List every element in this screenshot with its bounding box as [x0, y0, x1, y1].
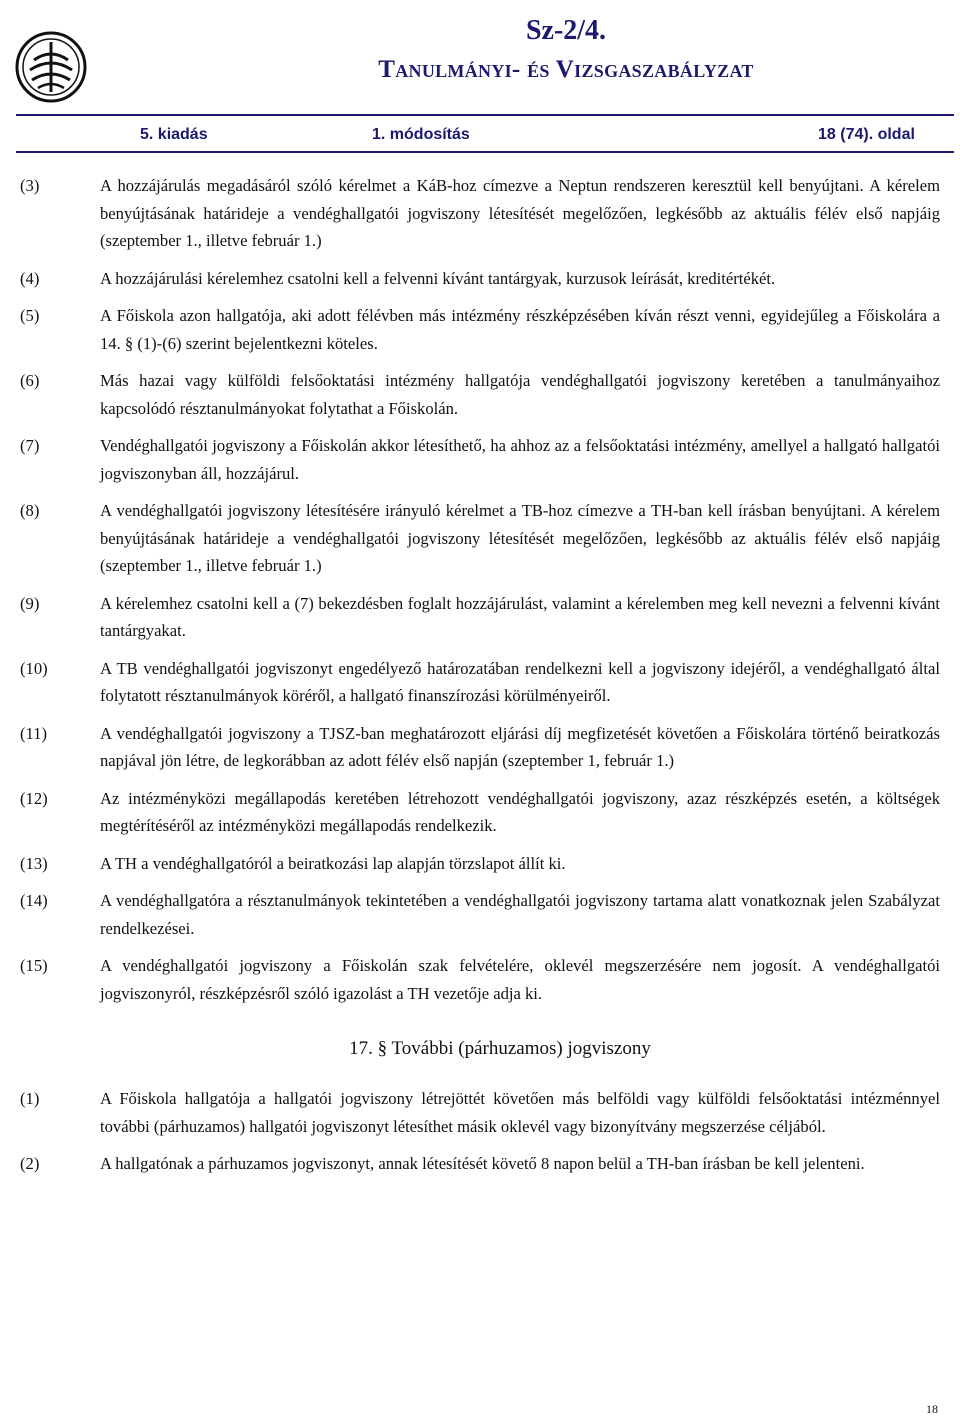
paragraph-number: (3)	[20, 176, 40, 195]
paragraph-number: (13)	[20, 853, 48, 873]
paragraph	[0, 1085, 960, 1140]
paragraph-number: (15)	[20, 956, 48, 975]
paragraph-text: A hozzájárulás megadásáról szóló kérelmet a KáB-hoz címezve a Neptun rendszeren keresztül kell benyújtani. A kérelem benyújtásának határideje a vendéghallgatói jogviszony létesítését megelőzően, legkésőbb az aktuális félév első napjáig (szeptember 1., illetve február 1.)	[100, 176, 940, 250]
paragraph-text: A vendéghallgatói jogviszony a TJSZ-ban meghatározott eljárási díj megfizetését követően a Főiskolára történő beiratkozás napjával jön létre, de legkorábban az adott félév első napján (szeptember 1, február 1.)	[100, 723, 940, 770]
paragraph-text: A kérelemhez csatolni kell a (7) bekezdésben foglalt hozzájárulást, valamint a kérelemben meg kell nevezni a felvenni kívánt tantárgyakat.	[100, 593, 940, 640]
paragraph-number: (7)	[20, 436, 40, 455]
paragraph-text: Az intézményközi megállapodás keretében létrehozott vendéghallgatói jogviszony, azaz részképzés esetén, a költségek megtérítéséről az intézményközi megállapodás rendelkezik.	[100, 788, 940, 835]
paragraph-number: (9)	[20, 593, 40, 613]
paragraph-text: A TB vendéghallgatói jogviszonyt engedélyező határozatában rendelkezni kell a jogviszony idejéről, a vendéghallgató által folytatott résztanulmányok köréről, a hallgató finanszírozási körülményeiről.	[100, 658, 940, 705]
paragraph	[0, 590, 960, 645]
modification-label: 1. módosítás	[372, 126, 470, 143]
document-title: Tanulmányi- és Vizsgaszabályzat	[378, 56, 754, 83]
paragraph	[0, 850, 960, 878]
paragraph	[0, 1150, 960, 1178]
paragraph	[0, 952, 960, 1007]
paragraph-number: (1)	[20, 1089, 40, 1108]
paragraph	[0, 785, 960, 840]
paragraph	[0, 887, 960, 942]
college-logo-icon	[14, 30, 88, 104]
document-code: Sz-2/4.	[525, 15, 607, 46]
paragraph-text: A hallgatónak a párhuzamos jogviszonyt, annak létesítését követő 8 napon belül a TH-ban írásban be kell jelenteni.	[100, 1154, 865, 1173]
paragraph-text: A vendéghallgatói jogviszony létesítésére irányuló kérelmet a TB-hoz címezve a TH-ban kell írásban benyújtani. A kérelem benyújtásának határideje a vendéghallgatói jogviszony létesítését megelőzően, legkésőbb az aktuális félév első napjáig (szeptember 1., illetve február 1.)	[100, 501, 940, 575]
paragraph-number: (4)	[20, 268, 40, 288]
paragraph	[0, 367, 960, 422]
paragraph-number: (10)	[20, 658, 48, 678]
paragraph-number: (8)	[20, 501, 40, 520]
paragraph-text: A Főiskola azon hallgatója, aki adott félévben más intézmény részképzésében kíván részt venni, egyidejűleg a Főiskolára a 14. § (1)-(6) szerint bejelentkezni köteles.	[100, 306, 940, 353]
section-heading: 17. § További (párhuzamos) jogviszony	[349, 1038, 651, 1059]
paragraph-number: (14)	[20, 891, 48, 910]
paragraph	[0, 655, 960, 710]
paragraph	[0, 432, 960, 487]
page-header	[0, 0, 960, 154]
paragraph-number: (12)	[20, 788, 48, 808]
edition-label: 5. kiadás	[140, 126, 208, 143]
page-number: 18	[926, 1402, 938, 1416]
paragraph-text: A hozzájárulási kérelemhez csatolni kell a felvenni kívánt tantárgyak, kurzusok leírását, kreditértékét.	[100, 268, 776, 288]
paragraph-text: A Főiskola hallgatója a hallgatói jogviszony létrejöttét követően más belföldi vagy külföldi felsőoktatási intézménnyel további (párhuzamos) hallgatói jogviszonyt létesíthet másik oklevél vagy bizonyítvány megszerzése céljából.	[100, 1089, 940, 1136]
paragraph-text: A vendéghallgatói jogviszony a Főiskolán szak felvételére, oklevél megszerzésére nem jogosít. A vendéghallgatói jogviszonyról, részképzésről szóló igazolást a TH vezetője adja ki.	[100, 956, 940, 1003]
paragraph-list-section	[0, 1085, 960, 1178]
document-body	[0, 172, 960, 1188]
paragraph-number: (11)	[20, 723, 48, 743]
paragraph	[0, 720, 960, 775]
paragraph-text: Vendéghallgatói jogviszony a Főiskolán akkor létesíthető, ha ahhoz az a felsőoktatási intézmény, amellyel a hallgató hallgatói jogviszonyban áll, hozzájárul.	[100, 436, 940, 483]
paragraph	[0, 172, 960, 255]
paragraph-number: (2)	[20, 1154, 40, 1173]
paragraph-list	[0, 172, 960, 1007]
paragraph	[0, 497, 960, 580]
paragraph-text: A vendéghallgatóra a résztanulmányok tekintetében a vendéghallgatói jogviszony tartama alatt vonatkoznak jelen Szabályzat rendelkezései.	[100, 891, 940, 938]
header-divider-top	[16, 114, 954, 116]
page-label: 18 (74). oldal	[818, 126, 915, 143]
paragraph	[0, 302, 960, 357]
paragraph-text: A TH a vendéghallgatóról a beiratkozási lap alapján törzslapot állít ki.	[100, 853, 566, 873]
paragraph-text: Más hazai vagy külföldi felsőoktatási intézmény hallgatója vendéghallgatói jogviszony keretében a tanulmányaihoz kapcsolódó résztanulmányokat folytathat a Főiskolán.	[100, 371, 940, 418]
paragraph-number: (5)	[20, 306, 40, 325]
paragraph	[0, 265, 960, 293]
header-divider-bottom	[16, 151, 954, 153]
paragraph-number: (6)	[20, 371, 40, 390]
